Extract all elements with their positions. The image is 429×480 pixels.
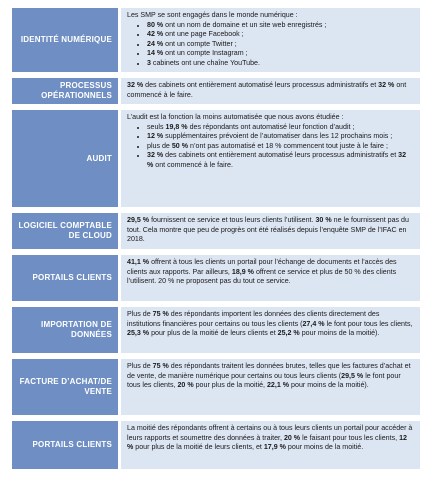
list-item: • plus de 50 % n’ont pas automatisé et 18 % commencent tout juste à le faire ; [147,142,414,152]
row-identite-numerique [12,8,420,72]
label-portails-clients-2: PORTAILS CLIENTS [12,421,118,469]
label-logiciel-comptable: LOGICIEL COMPTABLE DE CLOUD [12,213,118,249]
row-importation-donnees [12,307,420,353]
audit-list [127,123,414,171]
list-item: • 24 % ont un compte Twitter ; [147,40,414,50]
label-processus-operationnels: PROCESSUS OPÉRATIONNELS [12,78,118,104]
list-item: • 12 % supplémentaires prévoient de l’automatiser dans les 12 prochains mois ; [147,132,414,142]
label-identite-numerique: IDENTITÉ NUMÉRIQUE [12,8,118,72]
list-item: • 80 % ont un nom de domaine et un site web enregistrés ; [147,21,414,31]
content-logiciel-comptable: 29,5 % fournissent ce service et tous leurs clients l’utilisent. 30 % ne le fournissent pas du tout. Cela montre que peu de progrès ont été réalisés depuis l’enquête SMP de l’IFAC en 2018. [121,213,420,249]
identite-list [127,21,414,69]
label-facture-achat-vente: FACTURE D’ACHAT/DE VENTE [12,359,118,415]
list-item: • seuls 19,8 % des répondants ont automatisé leur fonction d’audit ; [147,123,414,133]
content-processus-operationnels: 32 % des cabinets ont entièrement automatisé leurs processus administratifs et 32 % ont commencé à le faire. [121,78,420,104]
audit-intro: L’audit est la fonction la moins automatisée que nous avons étudiée : [127,113,344,121]
list-item: • 42 % ont une page Facebook ; [147,30,414,40]
label-audit: AUDIT [12,110,118,207]
content-portails-clients-1: 41,1 % offrent à tous les clients un portail pour l’échange de documents et l’accès des clients aux rapports. Par ailleurs, 18,9 % offrent ce service et plus de 50 % des clients l’utilisent. 20 % ne proposent pas du tout ce service. [121,255,420,301]
row-portails-clients-2 [12,421,420,469]
row-audit [12,110,420,207]
content-identite-numerique [121,8,420,72]
content-portails-clients-2: La moitié des répondants offrent à certains ou à tous leurs clients un portail pour accéder à leurs rapports et soumettre des données à traiter, 20 % le faisant pour tous les clients, 12 % pour plus de la moitié de leurs clients, et 17,9 % pour moins de la moitié. [121,421,420,469]
identite-intro: Les SMP se sont engagés dans le monde numérique : [127,11,298,19]
content-importation-donnees: Plus de 75 % des répondants importent les données des clients directement des institutions financières pour certains ou tous les clients (27,4 % le font pour tous les clients, 25,3 % pour plus de la moitié de leurs clients et 25,2 % pour moins de la moitié). [121,307,420,353]
content-audit [121,110,420,207]
row-logiciel-comptable [12,213,420,249]
label-importation-donnees: IMPORTATION DE DONNÉES [12,307,118,353]
label-portails-clients-1: PORTAILS CLIENTS [12,255,118,301]
row-processus-operationnels [12,78,420,104]
row-portails-clients-1 [12,255,420,301]
content-facture-achat-vente: Plus de 75 % des répondants traitent les données brutes, telles que les factures d’achat et de vente, de manière numérique pour certains ou tous leurs clients (29,5 % le font pour tous les clients, 20 % pour plus de la moitié, 22,1 % pour moins de la moitié). [121,359,420,415]
row-facture-achat-vente [12,359,420,415]
list-item: • 32 % des cabinets ont entièrement automatisé leurs processus administratifs et 32 % ont commencé à le faire. [147,151,414,170]
list-item: • 14 % ont un compte Instagram ; [147,49,414,59]
list-item: • 3 cabinets ont une chaîne YouTube. [147,59,414,69]
findings-table [12,8,420,475]
